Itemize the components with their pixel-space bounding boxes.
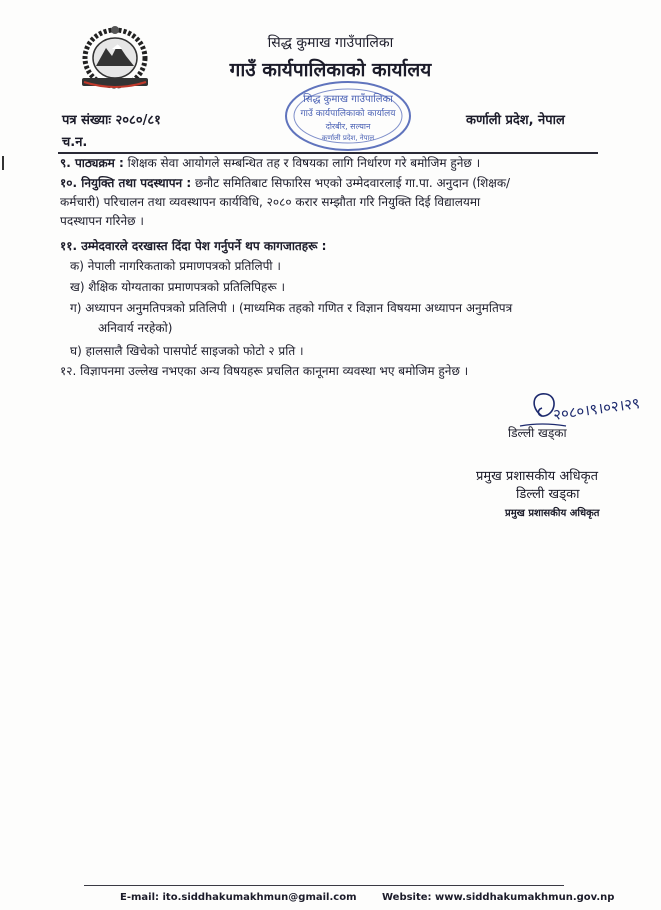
item-9-text: शिक्षक सेवा आयोगले सम्बन्धित तह र विषयका लागि निर्धारण गरे बमोजिम हुनेछ ।	[127, 156, 481, 170]
municipality-name: सिद्ध कुमाख गाउँपालिका	[267, 35, 394, 51]
stamp-line2: गाउँ कार्यपालिकाको कार्यालय	[300, 109, 396, 119]
stamp-line3: दोरबीर, सल्यान	[325, 122, 371, 131]
signature-title: प्रमुख प्रशासकीय अधिकृत	[476, 469, 599, 484]
dispatch-number: च.न.	[62, 135, 88, 150]
doc-item: क) नेपाली नागरिकताको प्रमाणपत्रको प्रतिलिपी ।	[70, 259, 281, 273]
doc-item-continuation: अनिवार्य नरहेको)	[98, 321, 173, 335]
doc-item: घ) हालसालै खिचेको पासपोर्ट साइजको फोटो २ प्रति ।	[70, 344, 304, 358]
footer-divider	[84, 885, 564, 886]
province-name: कर्णाली प्रदेश, नेपाल	[466, 113, 565, 128]
doc-item: ख) शैक्षिक योग्यताका प्रमाणपत्रको प्रतिलिपिहरू ।	[70, 280, 286, 294]
office-name: गाउँ कार्यपालिकाको कार्यालय	[229, 59, 432, 81]
footer	[120, 892, 636, 903]
item-11	[60, 237, 620, 256]
signatory-title: प्रमुख प्रशासकीय अधिकृत	[505, 508, 600, 519]
office-stamp	[282, 78, 414, 154]
signature-name: डिल्ली खड्का	[508, 426, 567, 440]
doc-item: ग) अध्यापन अनुमतिपत्रको प्रतिलिपी । (माध्यमिक तहको गणित र विज्ञान विषयमा अध्यापन अनुमतिपत्र	[70, 301, 513, 315]
letter-number: पत्र संख्याः २०८०/८१	[62, 113, 161, 128]
item-10-text-2: कर्मचारी) परिचालन तथा व्यवस्थापन कार्यविधि, २०८० करार सम्झौता गरि नियुक्ति दिई विद्यालयमा	[60, 195, 481, 209]
footer-website: Website: www.siddhakumakhmun.gov.np	[381, 892, 615, 903]
footer-email: E-mail: ito.siddhakumakhmun@gmail.com	[120, 892, 357, 903]
stamp-line1: सिद्ध कुमाख गाउँपालिका	[303, 94, 393, 105]
stamp-line4: कर्णाली प्रदेश, नेपाल	[321, 134, 375, 142]
margin-mark	[2, 156, 4, 170]
item-9-label: ९. पाठ्यक्रम :	[60, 156, 124, 170]
item-12: १२. विज्ञापनमा उल्लेख नभएका अन्य विषयहरू प्रचलित कानूनमा व्यवस्था भए बमोजिम हुनेछ ।	[60, 364, 469, 378]
signatory-name: डिल्ली खड्का	[516, 487, 580, 502]
item-11-label: ११. उम्मेदवारले दरखास्त दिंदा पेश गर्नुपर्ने थप कागजातहरू :	[60, 239, 327, 253]
item-10-line1	[60, 174, 620, 193]
item-10-text-3: पदस्थापन गरिनेछ ।	[60, 214, 144, 228]
item-9	[60, 154, 620, 173]
item-10-label: १०. नियुक्ति तथा पदस्थापन :	[60, 176, 192, 190]
signature-date: २०८०।९।०२।२९	[552, 393, 641, 424]
item-10-text-1: छनौट समितिबाट सिफारिस भएको उम्मेदवारलाई गा.पा. अनुदान (शिक्षक/	[194, 176, 511, 190]
